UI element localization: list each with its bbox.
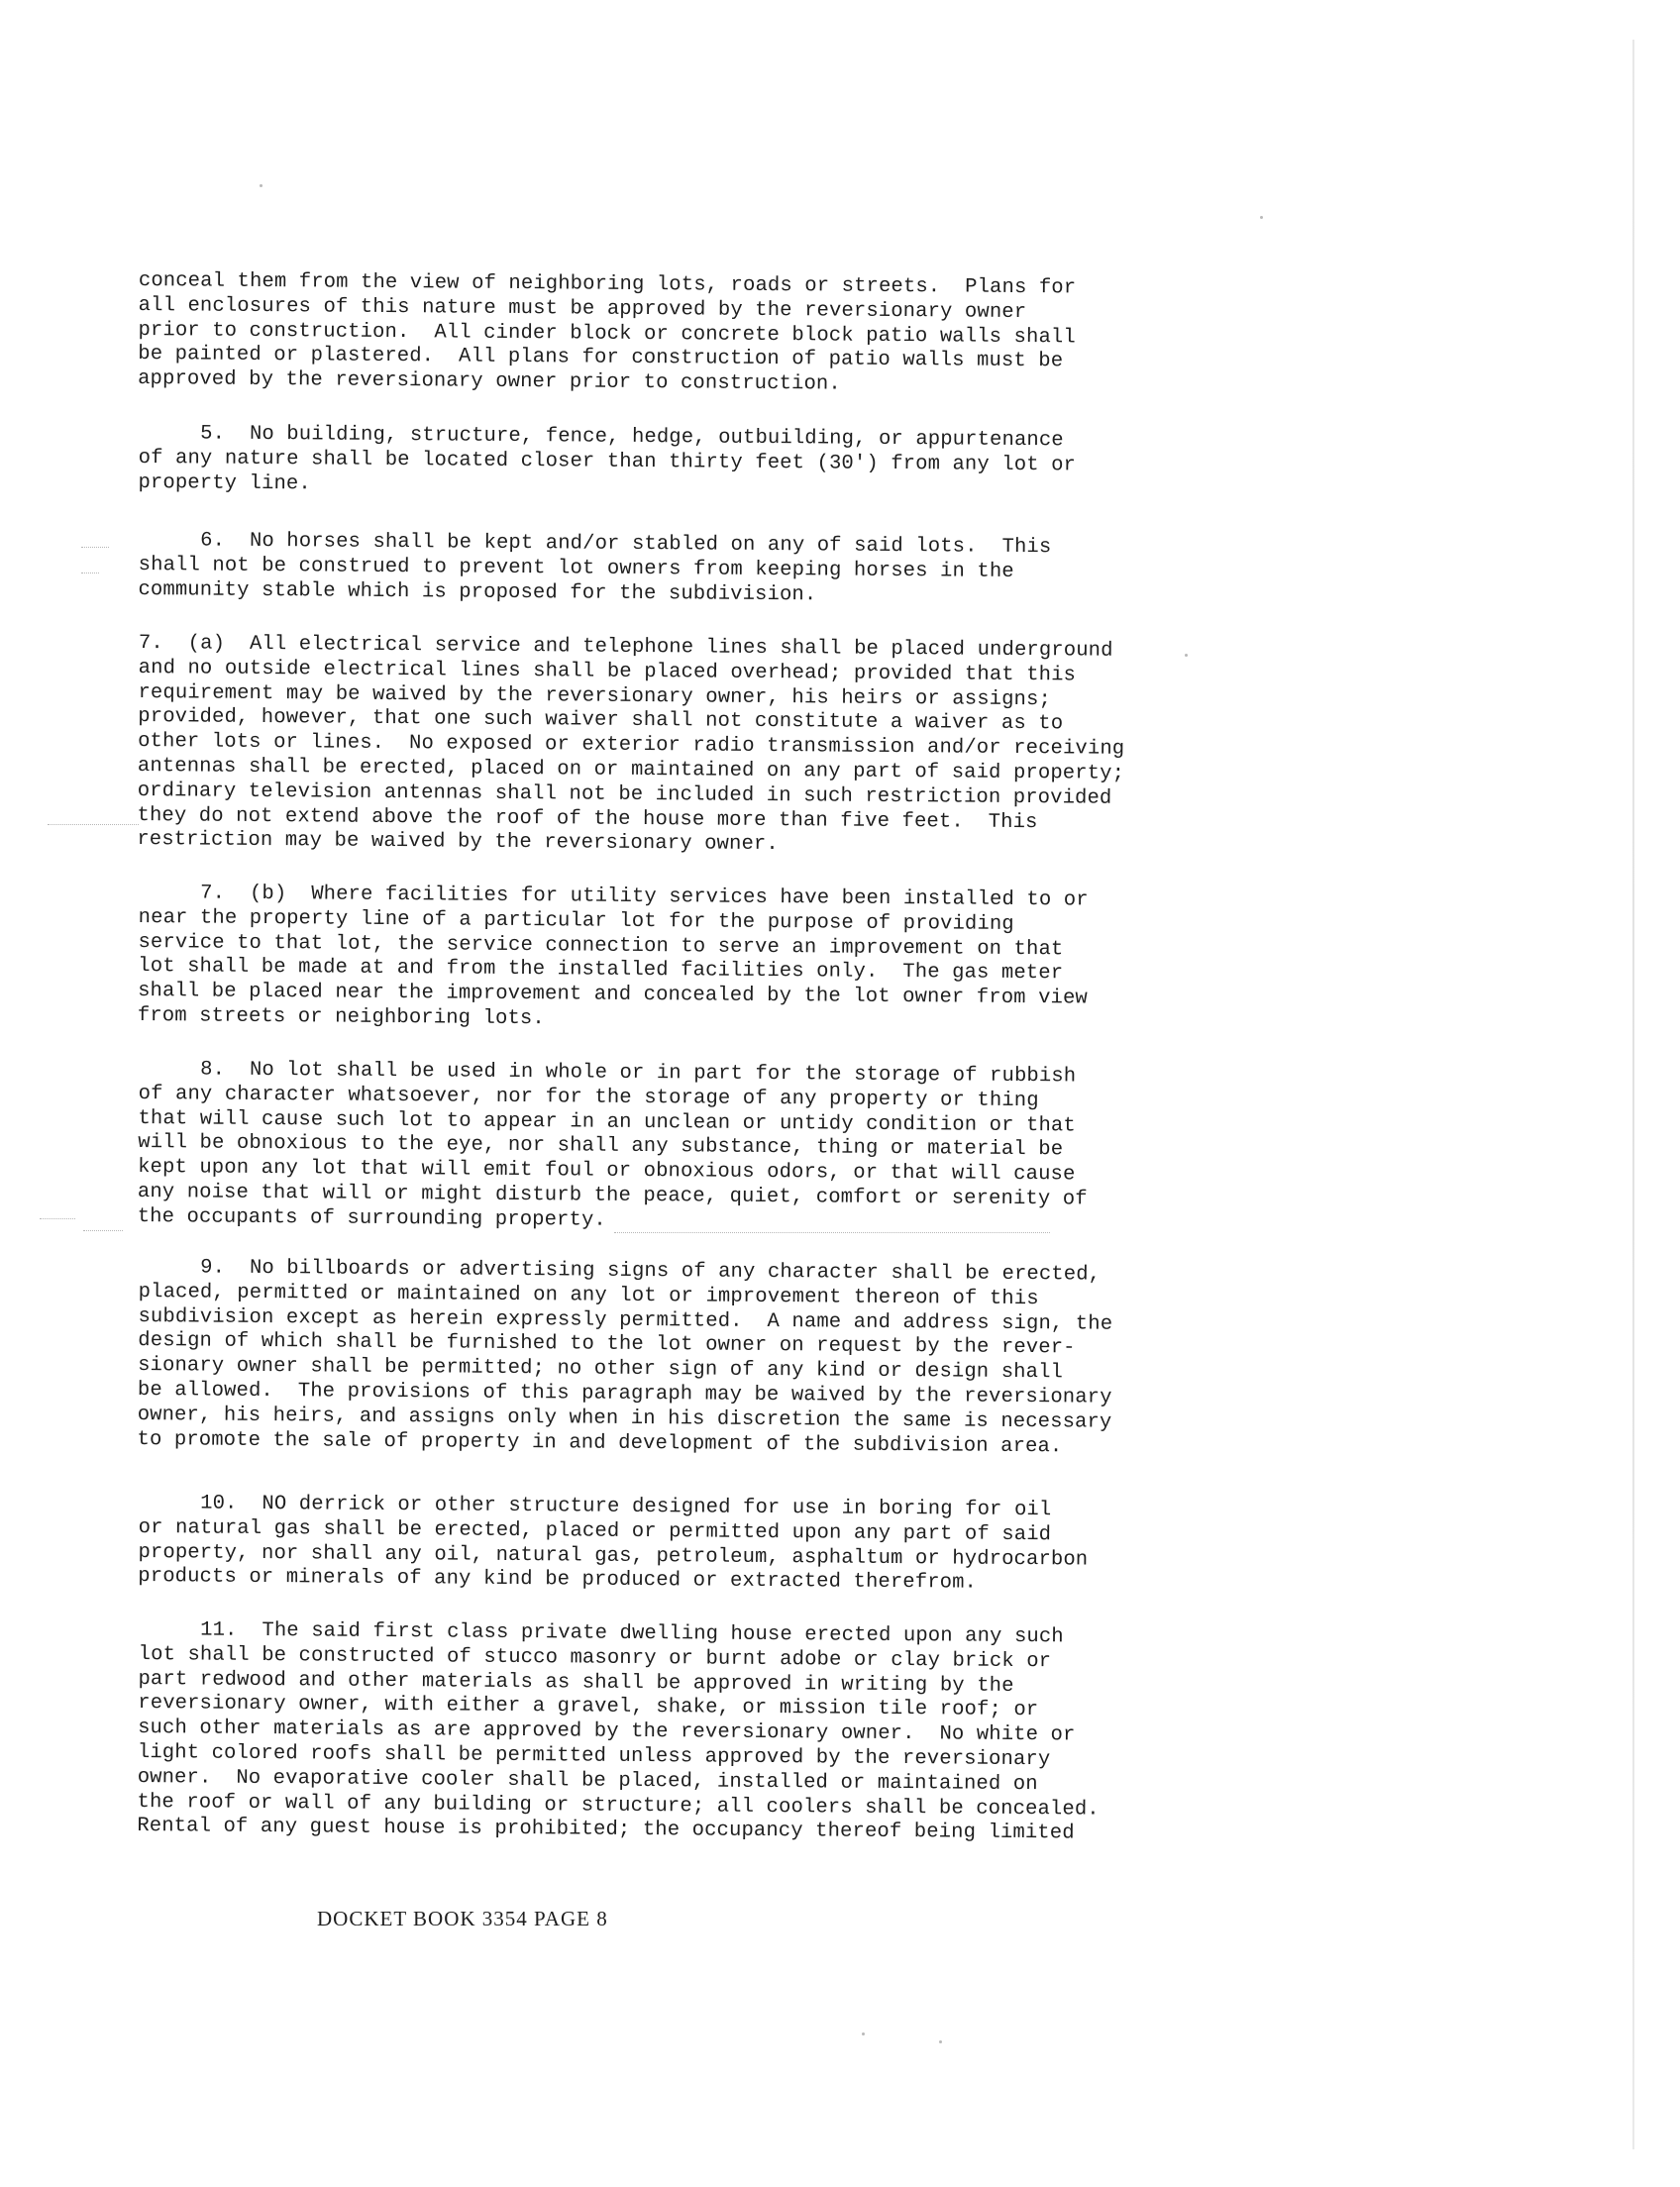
paragraph-6: 6. No horses shall be kept and/or stabled on any of said lots. This shall not be construed to prevent lot owners from keeping horses in the community stable which is proposed for the subdivision. [138, 529, 1052, 606]
paragraph-10: 10. NO derrick or other structure designed for use in boring for oil or natural gas shall be erected, placed or permitted upon any part of said property, nor shall any oil, natural gas, petroleum, asphaltum or hydrocarbon products or minerals of any kind be produced or extracted therefrom. [138, 1492, 1089, 1596]
scan-mark [40, 1218, 75, 1219]
scan-speck [862, 2032, 865, 2035]
paragraph-7a: 7. (a) All electrical service and telephone lines shall be placed underground and no outside electrical lines shall be placed overhead; provided that this requirement may be waived by the reversionary owner, his heirs or assigns; provided, however, that one such waiver shall not constitute a waiver as to other lots or lines. No exposed or exterior radio transmission and/or receiving antennas shall be erected, placed on or maintained on any part of said property; ordinary television antennas shall not be included in such restriction provided they do not extend above the roof of the house more than five feet. This restriction may be waived by the reversionary owner. [137, 632, 1125, 857]
scan-mark [81, 547, 109, 548]
scan-mark [83, 1230, 123, 1231]
paragraph-8: 8. No lot shall be used in whole or in part for the storage of rubbish of any character whatsoever, nor for the storage of any property or thing that will cause such lot to appear in an unclean or untidy condition or that will be obnoxious to the eye, nor shall any substance, thing or material be kept upon any lot that will emit foul or obnoxious odors, or that will cause any noise that will or might disturb the peace, quiet, comfort or serenity of the occupants of surrounding property. [137, 1058, 1088, 1232]
paragraph-7b: 7. (b) Where facilities for utility services have been installed to or near the property line of a particular lot for the purpose of providing service to that lot, the service connection to serve an improvement on that lot shall be made at and from the installed facilities only. The gas meter shall be placed near the improvement and concealed by the lot owner from view from streets or neighboring lots. [137, 882, 1089, 1031]
docket-footer: DOCKET BOOK 3354 PAGE 8 [317, 1907, 608, 1930]
paragraph-9: 9. No billboards or advertising signs of any character shall be erected, placed, permitted or maintained on any lot or improvement thereon of this subdivision except as herein expressly permitted. A name and address sign, the design of which shall be furnished to the lot owner on request by the rever- sionary owner shall be permitted; no other sign of any kind or design shall be allowed. The provisions of this paragraph may be waived by the reversionary owner, his heirs, and assigns only when in his discretion the same is necessary to promote the sale of property in and development of the subdivision area. [137, 1256, 1113, 1458]
scan-speck [1260, 216, 1263, 219]
scan-speck [939, 2040, 942, 2043]
scan-mark [48, 824, 139, 825]
paragraph-11: 11. The said first class private dwelling house erected upon any such lot shall be constructed of stucco masonry or burnt adobe or clay brick or part redwood and other materials as shall be approved in writing by the reversionary owner, with either a gravel, shake, or mission tile roof; or such other materials as are approved by the reversionary owner. No white or light colored roofs shall be permitted unless approved by the reversionary owner. No evaporative cooler shall be placed, installed or maintained on the roof or wall of any building or structure; all coolers shall be concealed. Rental of any guest house is prohibited; the occupancy thereof being limited [137, 1618, 1100, 1845]
paragraph-5: 5. No building, structure, fence, hedge, outbuilding, or appurtenance of any nature shall be located closer than thirty feet (30') from any lot or property line. [138, 422, 1077, 495]
paragraph-enclosures: conceal them from the view of neighboring lots, roads or streets. Plans for all enclosures of this nature must be approved by the reversionary owner prior to construction. All cinder block or concrete block patio walls shall be painted or plastered. All plans for construction of patio walls must be approved by the reversionary owner prior to construction. [138, 269, 1077, 396]
scan-speck [260, 184, 262, 187]
scan-speck [1185, 654, 1188, 657]
scan-edge-line [1632, 40, 1634, 2149]
scan-mark [614, 1232, 1050, 1233]
